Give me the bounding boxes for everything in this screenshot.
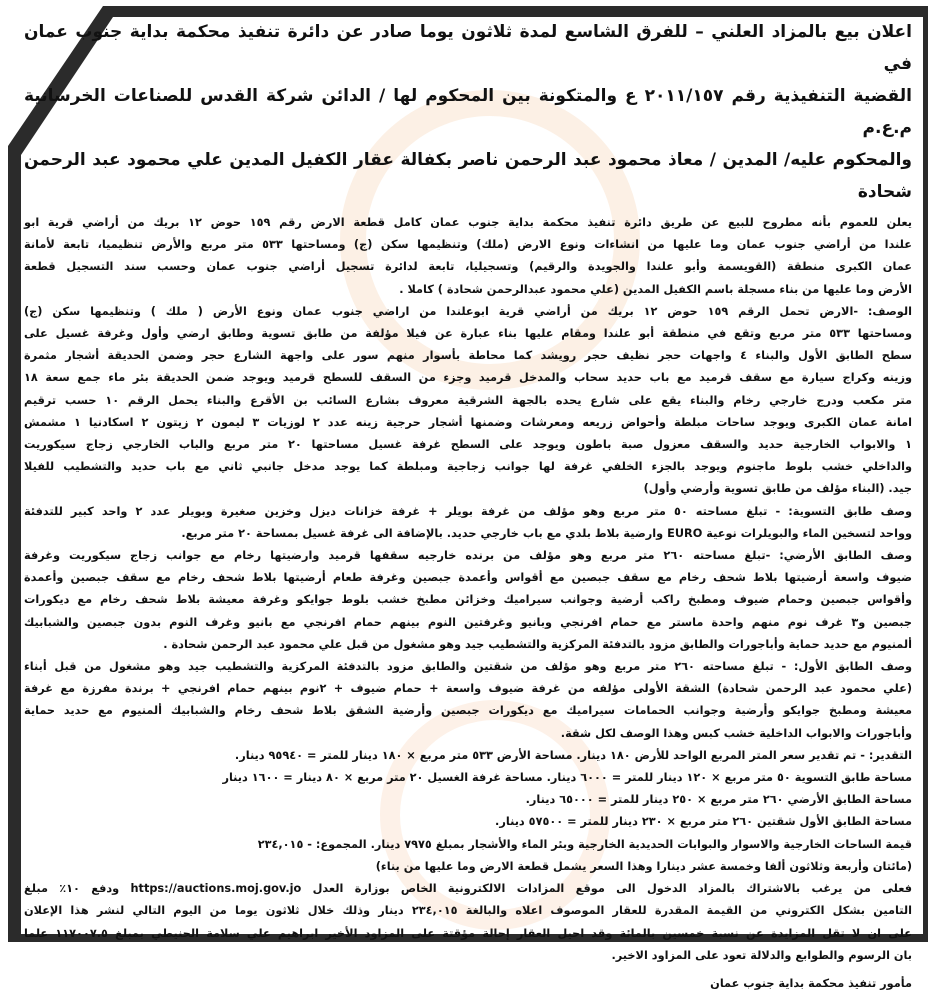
title-line: والمحكوم عليه/ المدين / معاذ محمود عبد الرحمن ناصر بكفالة عقار الكفيل المدين علي محمود عبد الرحمن شحادة <box>24 150 912 202</box>
text-line: وزينه وكراج سيارة مع سقف قرميد مع باب حديد سحاب والمدخل قرميد وجزء من السقف للسطح قرميد ويوجد ضمن الحديقة بئر ماء جمع سعة ١٨ <box>24 371 912 385</box>
text-line: مساحة الطابق الأول شقتين ٢٦٠ متر مربع × ٢٣٠ دينار للمتر = ٥٧٥٠٠ دينار. <box>495 815 912 829</box>
text-line: جبصين و٣ غرف نوم منهم واحدة ماستر مع حمام افرنجي وبانيو وغرفتين النوم بينهم حمام افرنجي مع بانيو وغرف النوم بدون جبصين والشبابيك <box>24 615 913 629</box>
text-line: مساحة طابق التسوية ٥٠ متر مربع × ١٢٠ دينار للمتر = ٦٠٠٠ دينار. مساحة غرفة الغسيل ٢٠ متر مربع × ٨٠ دينار = ١٦٠٠ دينار <box>222 771 912 785</box>
text-line: ضيوف واسعة أرضيتها بلاط شحف رخام مع سقف جبصين مع أقواس وأعمدة جبصين وغرفة طعام أرضيتها بلاط شحف رخام مع سقف جبصين وأعمدة <box>24 571 912 585</box>
text-line: وصف الطابق الأول: - تبلغ مساحته ٢٦٠ متر مربع وهو مؤلف من شقتين والطابق مزود بالتدفئة المركزية والتشطيب جيد وهو مشغول من قبل أبناء <box>24 660 913 674</box>
paragraph <box>24 656 912 745</box>
paragraph <box>24 212 912 301</box>
text-line: وأقواس جبصين وحمام ضيوف ومطبخ راكب أرضية وجوانب سيراميك وخزائن مطبخ خشب بلوط جوايكو وغرفة معيشة بلاط شحف رخام مع ديكورات <box>24 593 912 607</box>
auction-notice <box>24 14 912 995</box>
text-line: ألمنيوم مع حديد حماية وأباجورات والطابق مزود بالتدفئة المركزية والتشطيب جيد وهو مشغول من قبل علي محمود عبد الرحمن شحادة . <box>163 637 912 651</box>
text-line: وصف الطابق الأرضي: -تبلغ مساحته ٢٦٠ متر مربع وهو مؤلف من برنده خارجيه سقفها قرميد وارضيتها رخام مع جوانب زجاج سيكوريت وغرفة <box>24 549 913 563</box>
paragraph <box>24 501 912 545</box>
text-line: عمان الكبرى منطقة (القويسمة وأبو علندا والجويدة والرقيم) وتسجيليا، تابعة لدائرة تسجيل أراضي جنوب عمان وحسب سند التسجيل قطعة <box>24 260 912 274</box>
paragraph <box>24 878 912 967</box>
paragraph <box>24 545 912 656</box>
text-line: قيمة الساحات الخارجية والاسوار والبوابات الحديدية الخارجية وبئر الماء والأشجار بمبلغ ٧٩٧٥ دينار. المجموع: - ٢٣٤,٠١٥ <box>257 837 912 851</box>
text-line: وواحد لتسخين الماء والبويلرات نوعية EURO وارضية بلاط بلدي مع باب خارجي حديد. بالإضافة الى غرفة غسيل بمساحة ٢٠ متر مربع. <box>181 526 912 540</box>
text-line: مساحة الطابق الأرضي ٢٦٠ متر مربع × ٢٥٠ دينار للمتر = ٦٥٠٠٠ دينار. <box>525 793 912 807</box>
text-line: على ان لا تقل المزايدة عن نسبة خمسين بالمائة وقد احيل العقار إحالة مؤقتة على المزاود الأخير ابراهيم علي سلامة الحنيطي بمبلغ ١١٧٠٠٧.٥ علما <box>24 926 913 940</box>
text-line: وأباجورات والابواب الداخلية خشب كبس وهذا الوصف لكل شقة. <box>560 726 912 740</box>
text-line: التقدير: - تم تقدير سعر المتر المربع الواحد للأرض ١٨٠ دينار. مساحة الأرض ٥٣٣ متر مربع × ١٨٠ دينار للمتر = ٩٥٩٤٠ دينار. <box>234 748 912 762</box>
text-line: علندا من أراضي جنوب عمان وما عليها من انشاءات ونوع الارض (ملك) وتنظيمها سكن (ج) ومساحتها ٥٣٣ متر مربع والأرض تنظيميا، تابعة لأمانة <box>24 238 912 252</box>
title-line: اعلان بيع بالمزاد العلني – للفرق الشاسع لمدة ثلاثون يوما صادر عن دائرة تنفيذ محكمة بداية جنوب عمان في <box>24 22 912 74</box>
text-line: ١ والابواب الخارجية حديد والسقف معزول صبة باطون ويوجد على السطح غرفة غسيل مساحتها ٢٠ متر مربع والباب الخارجي زجاج سيكوريت <box>24 438 912 452</box>
text-line: التامين بشكل الكتروني من القيمة المقدرة للعقار الموصوف اعلاه والبالغة ٢٣٤,٠١٥ دينار وذلك خلال ثلاثون يوما من اليوم التالي لنشر هذا الإعلان <box>24 904 912 918</box>
notice-title <box>24 14 912 208</box>
title-line: القضية التنفيذية رقم ٢٠١١/١٥٧ ع والمتكونة بين المحكوم لها / الدائن شركة القدس للصناعات الخرسانية م.ع.م <box>24 86 912 138</box>
signature: مأمور تنفيذ محكمة بداية جنوب عمان <box>710 976 912 990</box>
text-line: الأرض وما عليها من بناء مسجلة باسم الكفيل المدين (علي محمود عبدالرحمن شحادة ) كاملا . <box>399 282 912 296</box>
text-line: فعلى من يرغب بالاشتراك بالمزاد الدخول الى موقع المزادات الالكترونية الخاص بوزارة العدل https://auctions.moj.gov.jo ودفع ١٠٪ مبلغ <box>24 882 912 896</box>
paragraph <box>24 745 912 878</box>
notice-body <box>24 212 912 967</box>
text-line: سطح الطابق الأول والبناء ٤ واجهات حجر نظيف حجر رويشد كما محاطة بأسوار منهم سور على واجهة الشارع حجر وضمن الحديقة أشجار مثمرة <box>24 349 912 363</box>
text-line: معيشة ومطبخ جوايكو وأرضية وجوانب الحمامات سيراميك مع ديكورات جبصين وأرضية الشقق بلاط شحف رخام والشبابيك ألمنيوم مع حديد حماية <box>24 704 912 718</box>
text-line: والداخلي خشب بلوط ماجنوم ويوجد بالجزء الخلفي غرفة لها جوانب زجاجية ومبلطة كما يوجد مدخل جانبي ثاني مع باب حديد والتشطيب للفيلا <box>24 460 912 474</box>
text-line: وصف طابق التسوية: - تبلغ مساحته ٥٠ متر مربع وهو مؤلف من غرفة بويلر + غرفة خزانات ديزل وخزين صغيرة وبويلر عدد ٢ واحد كبير للتدفئة <box>24 504 913 518</box>
text-line: الوصف: -الارض تحمل الرقم ١٥٩ حوض ١٢ بريك من أراضي قرية ابوعلندا من اراضي جنوب عمان ونوع الأرض ( ملك ) وتنظيمها سكن (ج) <box>24 304 912 318</box>
text-line: (مائتان وأربعة وثلاثون ألفا وخمسة عشر دينارا وهذا السعر يشمل قطعة الارض وما عليها من بناء) <box>375 859 912 873</box>
text-line: يعلن للعموم بأنه مطروح للبيع عن طريق دائرة تنفيذ محكمة بداية جنوب عمان كامل قطعة الارض رقم ١٥٩ حوض ١٢ بريك من أراضي قرية ابو <box>24 216 912 229</box>
text-line: (علي محمود عبد الرحمن شحادة) الشقة الأولى مؤلفه من غرفة ضيوف واسعة + حمام ضيوف + ٢نوم بينهم حمام افرنجي + برندة مفرزة مع غرفة <box>24 682 912 696</box>
text-line: متر مكعب ودرج خارجي رخام والبناء يقع على شارع يحده بالجهة الشرقية معروف بشارع السائب بن الأقرع والبناء يحمل الرقم ١٠ حسب ترقيم <box>24 393 912 407</box>
paragraph <box>24 301 912 501</box>
text-line: امانة عمان الكبرى ويوجد ساحات مبلطة وأحواض زريعه ومعرشات وضمنها أشجار حرجية زينه عدد ٢ لوزيات ٣ ليمون ٢ زيتون ٢ اسكادنيا ١ مشمش <box>24 415 912 429</box>
text-line: بان الرسوم والطوابع والدلالة تعود على المزاود الاخير. <box>611 948 912 962</box>
text-line: ومساحتها ٥٣٣ متر مربع وتقع في منطقة أبو علندا ومقام عليها بناء عبارة عن فيلا مؤلفة من طابق تسوية وطابق ارضي وأول وغرفة غسيل على <box>24 327 913 341</box>
text-line: جيد. (البناء مؤلف من طابق تسوية وأرضي وأول) <box>643 482 912 496</box>
